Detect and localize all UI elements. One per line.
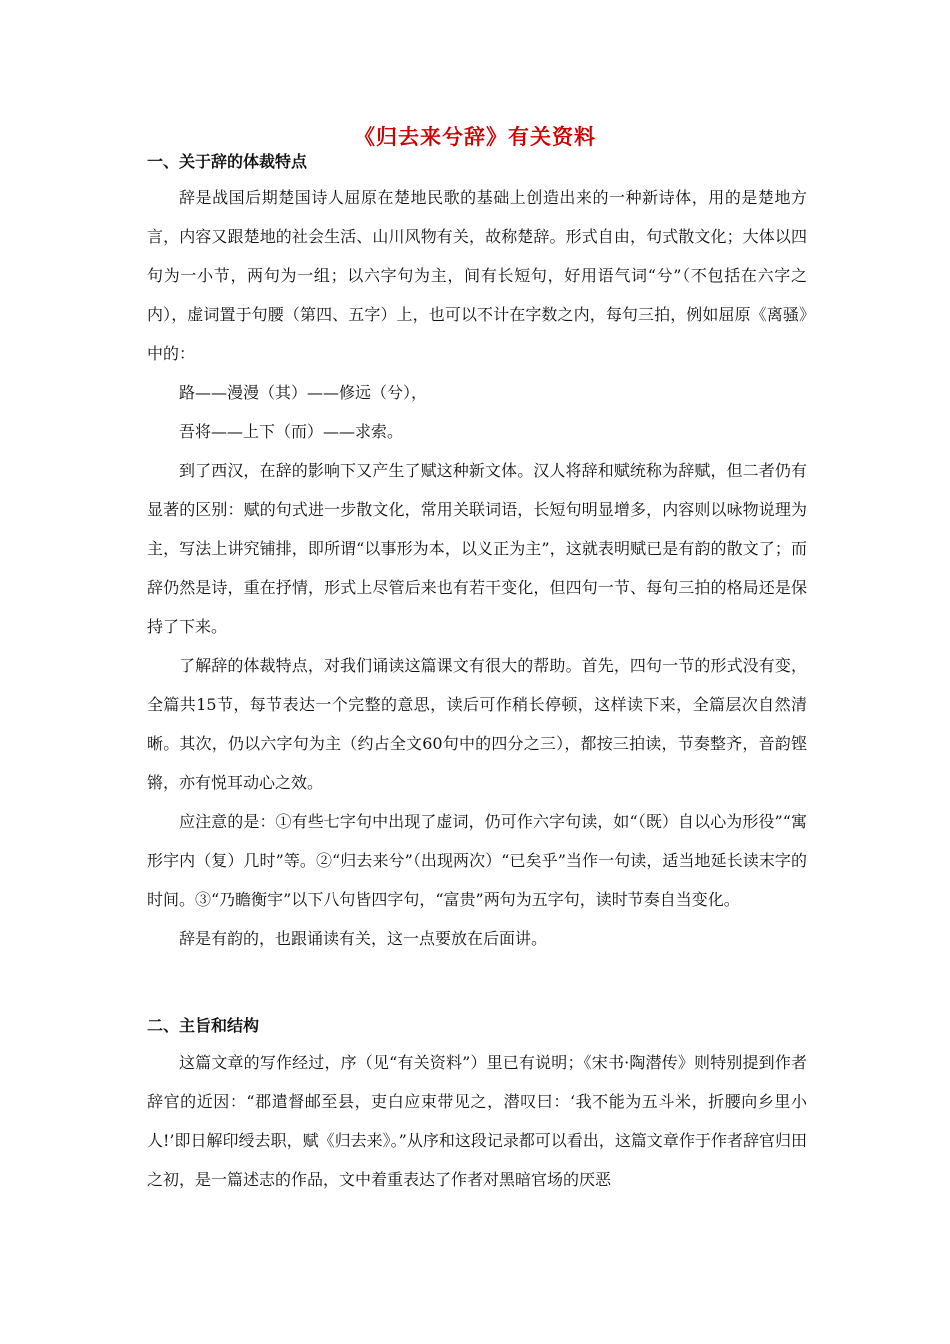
section-1-paragraph-1: 辞是战国后期楚国诗人屈原在楚地民歌的基础上创造出来的一种新诗体，用的是楚地方言，内容又跟楚地的社会生活、山川风物有关，故称楚辞。形式自由，句式散文化；大体以四句为一小节，两句为一组；以六字句为主，间有长短句，好用语气词“兮”（不包括在六字之内），虚词置于句腰（第四、五字）上，也可以不计在字数之内，每句三拍，例如屈原《离骚》中的： — [147, 188, 807, 363]
section-1-verse-line-2: 吾将——上下（而）——求索。 — [179, 422, 404, 441]
section-2-heading: 二、主旨和结构 — [147, 1016, 260, 1035]
section-1-verse-line-1: 路——漫漫（其）——修远（兮）， — [179, 383, 428, 402]
section-1-body — [147, 178, 807, 958]
section-2-paragraph-1: 这篇文章的写作经过，序（见“有关资料”）里已有说明；《宋书·陶潜传》则特别提到作者辞官的近因：“郡遣督邮至县，吏白应束带见之，潜叹曰：‘我不能为五斗米，折腰向乡里小人!’即日解印绶去职，赋《归去来》。”从序和这段记录都可以看出，这篇文章作于作者辞官归田之初，是一篇述志的作品，文中着重表达了作者对黑暗官场的厌恶 — [147, 1053, 807, 1189]
section-2-body — [147, 1043, 807, 1199]
section-1-paragraph-3: 了解辞的体裁特点，对我们诵读这篇课文有很大的帮助。首先，四句一节的形式没有变，全篇共15节，每节表达一个完整的意思，读后可作稍长停顿，这样读下来，全篇层次自然清晰。其次，仍以六字句为主（约占全文60句中的四分之三），都按三拍读，节奏整齐，音韵铿锵，亦有悦耳动心之效。 — [147, 656, 807, 792]
section-1-heading: 一、关于辞的体裁特点 — [147, 152, 308, 171]
document-title: 《归去来兮辞》有关资料 — [354, 124, 596, 149]
section-1-paragraph-4: 应注意的是：①有些七字句中出现了虚词，仍可作六字句读，如“（既）自以心为形役”“寓形宇内（复）几时”等。②“归去来兮”（出现两次）“已矣乎”当作一句读，适当地延长读末字的时间。③“乃瞻衡宇”以下八句皆四字句，“富贵”两句为五字句，读时节奏自当变化。 — [147, 812, 807, 909]
section-1-paragraph-5: 辞是有韵的，也跟诵读有关，这一点要放在后面讲。 — [179, 929, 548, 948]
section-1-paragraph-2: 到了西汉，在辞的影响下又产生了赋这种新文体。汉人将辞和赋统称为辞赋，但二者仍有显著的区别：赋的句式进一步散文化，常用关联词语，长短句明显增多，内容则以咏物说理为主，写法上讲究铺排，即所谓“以事形为本，以义正为主”，这就表明赋已是有韵的散文了；而辞仍然是诗，重在抒情，形式上尽管后来也有若干变化，但四句一节、每句三拍的格局还是保持了下来。 — [147, 461, 807, 636]
